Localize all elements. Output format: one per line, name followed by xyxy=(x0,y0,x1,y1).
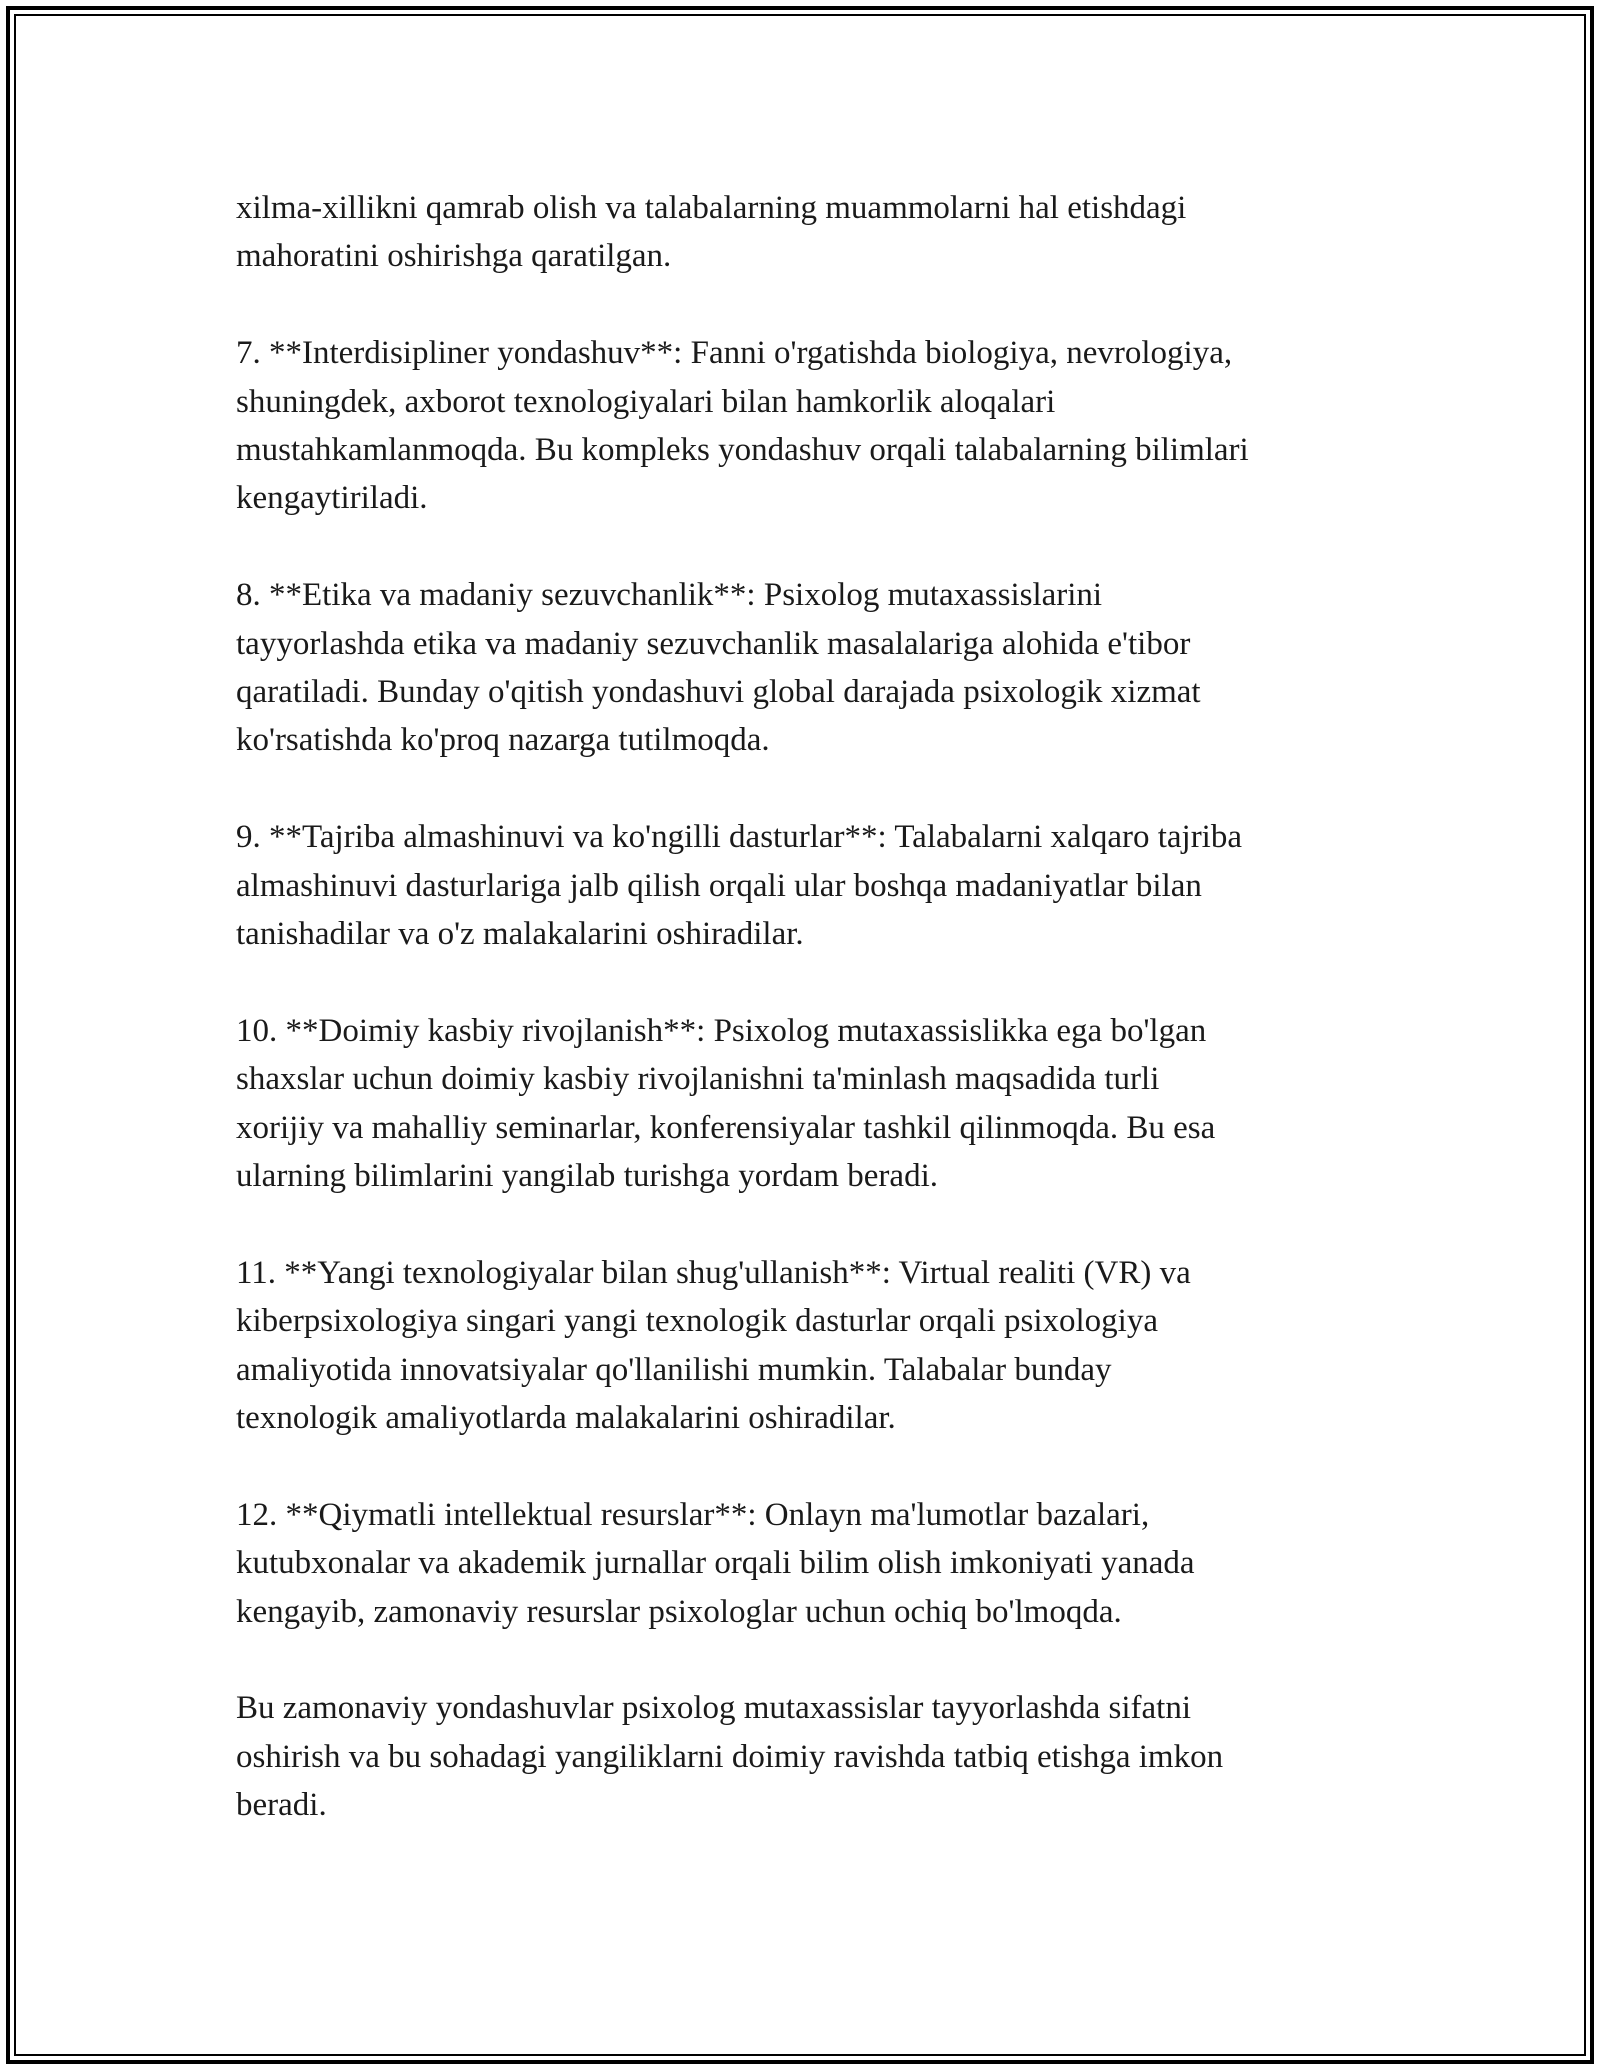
text-line: amaliyotida innovatsiyalar qo'llanilishi mumkin. Talabalar bunday xyxy=(236,1351,1112,1388)
text-line: kengayib, zamonaviy resurslar psixologlar uchun ochiq bo'lmoqda. xyxy=(236,1593,1122,1630)
paragraph xyxy=(236,813,1386,958)
text-line: shaxslar uchun doimiy kasbiy rivojlanishni ta'minlash maqsadida turli xyxy=(236,1061,1160,1098)
paragraph xyxy=(236,1249,1386,1443)
text-line: 10. **Doimiy kasbiy rivojlanish**: Psixolog mutaxassislikka ega bo'lgan xyxy=(236,1012,1207,1049)
paragraph xyxy=(236,1007,1386,1201)
text-line: shuningdek, axborot texnologiyalari bilan hamkorlik aloqalari xyxy=(236,383,1056,420)
text-line: ko'rsatishda ko'proq nazarga tutilmoqda. xyxy=(236,722,770,759)
text-line: tayyorlashda etika va madaniy sezuvchanlik masalalariga alohida e'tibor xyxy=(236,625,1191,662)
paragraph xyxy=(236,1491,1386,1636)
text-line: mahoratini oshirishga qaratilgan. xyxy=(236,238,672,275)
text-line: 9. **Tajriba almashinuvi va ko'ngilli dasturlar**: Talabalarni xalqaro tajriba xyxy=(236,819,1243,856)
text-line: 7. **Interdisipliner yondashuv**: Fanni o'rgatishda biologiya, nevrologiya, xyxy=(236,335,1233,372)
paragraph xyxy=(236,1684,1386,1829)
text-line: xilma-xillikni qamrab olish va talabalarning muammolarni hal etishdagi xyxy=(236,190,1187,226)
paragraph xyxy=(236,329,1386,523)
paragraph xyxy=(236,571,1386,765)
text-line: oshirish va bu sohadagi yangiliklarni doimiy ravishda tatbiq etishga imkon xyxy=(236,1738,1224,1775)
text-line: 8. **Etika va madaniy sezuvchanlik**: Psixolog mutaxassislarini xyxy=(236,577,1103,614)
text-line: ularning bilimlarini yangilab turishga yordam beradi. xyxy=(236,1158,938,1195)
text-line: kutubxonalar va akademik jurnallar orqali bilim olish imkoniyati yanada xyxy=(236,1545,1195,1582)
text-line: tanishadilar va o'z malakalarini oshiradilar. xyxy=(236,916,804,953)
text-line: kiberpsixologiya singari yangi texnologik dasturlar orqali psixologiya xyxy=(236,1303,1159,1340)
paragraph xyxy=(236,184,1386,281)
text-line: qaratiladi. Bunday o'qitish yondashuvi global darajada psixologik xizmat xyxy=(236,674,1201,711)
text-line: beradi. xyxy=(236,1787,327,1824)
text-line: texnologik amaliyotlarda malakalarini oshiradilar. xyxy=(236,1400,896,1437)
text-line: kengaytiriladi. xyxy=(236,480,428,517)
text-line: mustahkamlanmoqda. Bu kompleks yondashuv orqali talabalarning bilimlari xyxy=(236,432,1249,469)
text-line: almashinuvi dasturlariga jalb qilish orqali ular boshqa madaniyatlar bilan xyxy=(236,867,1202,904)
text-line: xorijiy va mahalliy seminarlar, konferensiyalar tashkil qilinmoqda. Bu esa xyxy=(236,1109,1216,1146)
document-body xyxy=(236,184,1386,1830)
text-line: Bu zamonaviy yondashuvlar psixolog mutaxassislar tayyorlashda sifatni xyxy=(236,1690,1191,1727)
text-line: 12. **Qiymatli intellektual resurslar**: Onlayn ma'lumotlar bazalari, xyxy=(236,1496,1150,1533)
text-line: 11. **Yangi texnologiyalar bilan shug'ullanish**: Virtual realiti (VR) va xyxy=(236,1254,1191,1291)
